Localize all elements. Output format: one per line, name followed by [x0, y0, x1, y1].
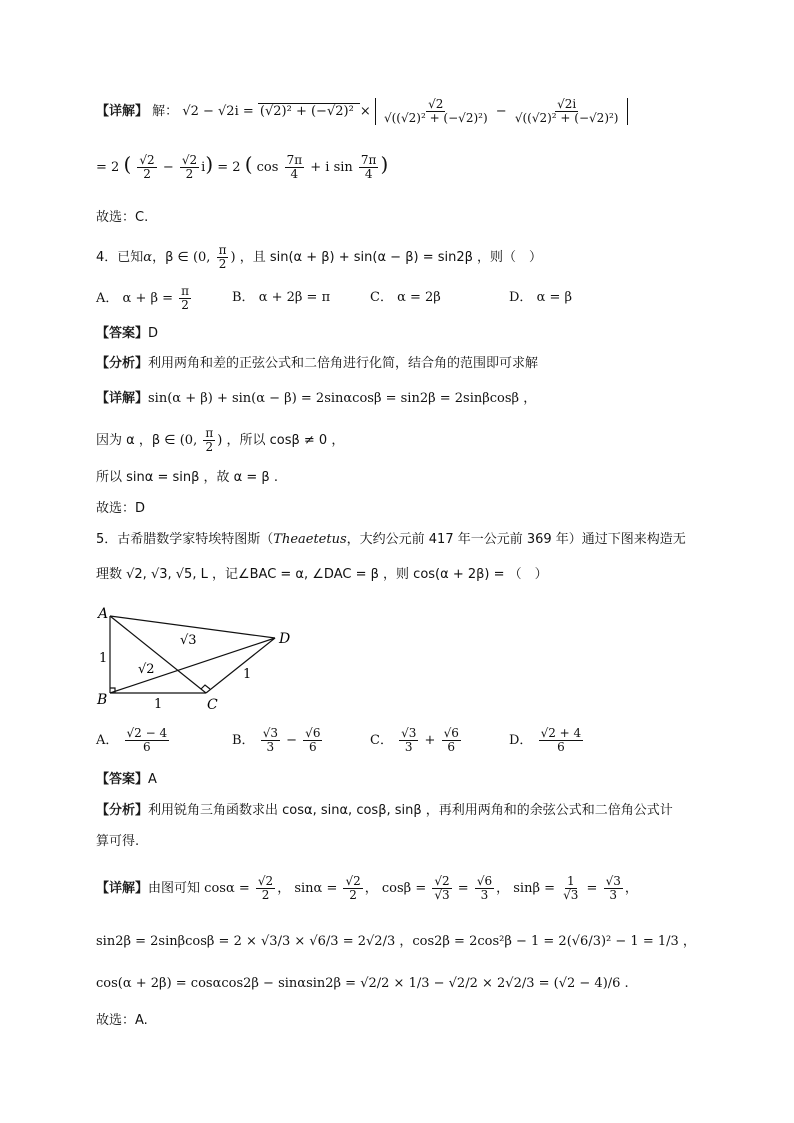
q4-pi-2: π — [205, 426, 214, 440]
segment-CD — [206, 638, 275, 693]
option-label: B． — [232, 733, 255, 749]
option-fraction — [539, 727, 584, 754]
q4-detail-2 — [96, 427, 344, 454]
q5-detail-1: 【详解】由图可知 cosα = $\frac{√2}{2}$ ， sinα = $\frac{√2}{2}$ ， cosβ = $\frac{√2}{√3}$ = $\frac{√6}{3}$ ， sinβ = $\frac{1}{√3}$ = $\frac{√3}{3}$ ， — [96, 874, 638, 903]
option-label: C． — [370, 733, 393, 749]
option-text: α + 2β = π — [258, 290, 331, 305]
q4-stem — [96, 244, 542, 271]
q5-stem-2: 理数 √2, √3, √5, L ，记∠BAC = α, ∠DAC = β ，则 cos(α + 2β) = （ ） — [96, 567, 548, 582]
q4-interval-close-2: ) — [217, 433, 223, 449]
option-text: α + β = — [122, 291, 174, 307]
q5-stem-name: Theaetetus — [273, 532, 347, 547]
q5-option-d — [509, 727, 585, 754]
detail-tag: 【详解】 — [96, 881, 149, 897]
option-label: D． — [509, 733, 533, 749]
q4-interval-open-2: (0, — [179, 433, 198, 449]
q5-detail-2: sin2β = 2sinβcosβ = 2 × √3/3 × √6/3 = 2√2/3 ，cos2β = 2cos²β − 1 = 2(√6/3)² − 1 = 1/3 ， — [96, 934, 696, 949]
angle-num: 7π — [286, 152, 303, 167]
frac1-den: √((√2)² + (−√2)²) — [383, 111, 488, 126]
q5-answer — [96, 772, 157, 788]
option-label: A． — [96, 291, 119, 307]
option-frac-den: 2 — [181, 298, 189, 313]
q5-option-c — [370, 727, 463, 754]
analysis-tag: 【分析】 — [96, 803, 149, 818]
option-den-2: 6 — [308, 740, 317, 755]
line2-equals: = 2 — [96, 160, 120, 175]
option-text: α = β — [536, 290, 573, 305]
label-C: C — [207, 697, 218, 713]
label-B: B — [97, 692, 108, 708]
q4-two-2: 2 — [205, 440, 214, 455]
side-BC-label: 1 — [154, 697, 163, 712]
option-num-1: √3 — [401, 726, 417, 740]
analysis-text: 利用锐角三角函数求出 cosα, sinα, cosβ, sinβ ，再利用两角和的余弦公式和二倍角公式计 — [148, 803, 673, 818]
times-sign: × — [359, 104, 371, 120]
q5-figure — [92, 600, 302, 715]
q4-detail-3: 所以 sinα = sinβ ，故 α = β . — [96, 470, 278, 485]
option-den: 6 — [143, 740, 151, 755]
sin-beta-frac-2: $\frac{√3}{3}$ — [605, 874, 621, 903]
label-A: A — [98, 606, 109, 622]
angle-num-2: 7π — [360, 152, 377, 167]
q4-stem-b: ，且 sin(α + β) + sin(α − β) = sin2β ，则（ ） — [239, 250, 543, 266]
minus-sign-2: − — [162, 160, 174, 175]
sin-alpha-frac: $\frac{√2}{2}$ — [345, 874, 361, 903]
q3-choice: 故选：C. — [96, 210, 149, 225]
q5-analysis-2: 算可得. — [96, 834, 140, 849]
q5-option-b — [232, 727, 324, 754]
q4-option-b — [232, 290, 330, 306]
cos-alpha-frac: $\frac{√2}{2}$ — [257, 874, 274, 903]
half-num: √2 — [139, 152, 155, 167]
label-D: D — [279, 631, 291, 647]
q4-option-d — [509, 290, 572, 306]
answer-value: A — [148, 772, 157, 787]
option-fraction — [125, 727, 170, 754]
q4-answer — [96, 326, 158, 342]
q4-analysis — [96, 356, 538, 372]
sqrt-expression — [258, 103, 360, 119]
q4-pi-half-2 — [203, 427, 215, 454]
side-CD-label: 1 — [243, 667, 252, 682]
q5-stem-b: ，大约公元前 417 年一公元前 369 年）通过下图来构造无 — [346, 532, 686, 547]
segment-AC — [110, 616, 206, 693]
q5-analysis-1 — [96, 803, 673, 819]
plus-i-sin: + i sin — [310, 160, 353, 175]
frac1-num: √2 — [428, 97, 444, 111]
q4-option-a — [96, 285, 193, 312]
option-label: D． — [509, 290, 533, 305]
q4-beta-in: ，β ∈ — [152, 250, 189, 266]
diag-AC-label: √2 — [138, 662, 155, 677]
answer-value: D — [148, 326, 159, 341]
q5-stem-a: 5．古希腊数学家特埃特图斯（ — [96, 532, 274, 547]
detail-line-a: 因为 α ，β ∈ — [96, 433, 176, 449]
option-op: − — [286, 733, 298, 749]
option-fraction — [179, 285, 191, 312]
option-den: 6 — [557, 740, 565, 755]
q4-alpha: α — [143, 250, 153, 266]
option-fraction-2 — [303, 727, 322, 754]
line2-equals-b: = 2 — [217, 160, 241, 175]
q5-choice: 故选：A. — [96, 1013, 148, 1028]
option-fraction-1 — [261, 727, 280, 754]
q4-pi: π — [218, 243, 227, 257]
q4-choice: 故选：D — [96, 501, 146, 516]
detail-lead: 由图可知 — [148, 881, 201, 897]
option-den-2: 6 — [447, 740, 456, 755]
option-label: A． — [96, 733, 119, 749]
q4-two: 2 — [218, 257, 227, 272]
solution-lhs: √2 − √2i = — [182, 104, 254, 120]
angle-den: 4 — [290, 167, 299, 181]
detail-tag: 【详解】 — [96, 104, 149, 120]
q5-stem-1 — [96, 532, 686, 548]
option-label: B． — [232, 290, 255, 305]
analysis-tag: 【分析】 — [96, 356, 149, 371]
minus-sign: − — [495, 104, 507, 120]
angle-fraction-2 — [359, 154, 379, 181]
analysis-text: 利用两角和差的正弦公式和二倍角进行化简，结合角的范围即可求解 — [148, 356, 539, 371]
option-fraction-1 — [399, 727, 418, 754]
half-num-2: √2 — [181, 152, 198, 167]
option-den-1: 3 — [404, 740, 413, 755]
q4-option-c — [370, 290, 441, 306]
right-angle-C — [201, 685, 210, 689]
diag-AD-label: √3 — [180, 633, 197, 648]
half-fraction-i — [180, 154, 199, 181]
q4-detail-1 — [96, 391, 536, 407]
answer-tag: 【答案】 — [96, 326, 149, 341]
angle-den-2: 4 — [364, 167, 373, 181]
sin-beta-frac: $\frac{1}{√3}$ — [563, 874, 579, 903]
fraction-1 — [382, 98, 490, 125]
sqrt-inner: (√2)² + (−√2)² — [259, 104, 354, 120]
q4-stem-a: 4．已知 — [96, 250, 144, 266]
option-op: + — [424, 733, 436, 749]
q5-option-a — [96, 727, 171, 754]
option-num-2: √6 — [305, 726, 321, 740]
solution-line-1 — [96, 98, 628, 125]
cos-beta-frac-2: $\frac{√6}{3}$ — [476, 874, 493, 903]
frac2-den: √((√2)² + (−√2)²) — [514, 111, 619, 126]
detail-line: sin(α + β) + sin(α − β) = 2sinαcosβ = sin2β = 2sinβcosβ ， — [148, 391, 537, 406]
angle-fraction — [285, 154, 305, 181]
q4-interval-open: (0, — [192, 250, 211, 266]
option-num: √2 + 4 — [540, 726, 582, 740]
bracket-expression — [375, 98, 628, 125]
side-AB-label: 1 — [99, 651, 108, 666]
option-frac-num: π — [181, 284, 190, 298]
option-label: C． — [370, 290, 393, 305]
solution-line-2: = 2 ( $\frac{√2}{2}$ − $\frac{√2}{2}$ i) = 2 ( cos $\frac{7\pi}{4}$ + i sin $\frac{7\pi}{4}$ ) — [96, 152, 389, 181]
frac2-num: √2i — [557, 97, 577, 111]
option-num-1: √3 — [262, 726, 278, 740]
option-text: α = 2β — [397, 290, 441, 305]
q4-interval-close: ) — [230, 250, 236, 266]
half-den-2: 2 — [185, 167, 194, 181]
half-den: 2 — [143, 167, 151, 181]
detail-tag: 【详解】 — [96, 391, 149, 406]
solution-lead: 解： — [152, 104, 179, 120]
cos-beta-frac: $\frac{√2}{√3}$ — [434, 874, 450, 903]
cos-text: cos — [256, 160, 279, 175]
option-den-1: 3 — [266, 740, 275, 755]
fraction-2 — [513, 98, 621, 125]
half-fraction — [137, 154, 156, 181]
answer-tag: 【答案】 — [96, 772, 149, 787]
option-num: √2 − 4 — [126, 726, 168, 740]
q4-pi-half — [217, 244, 229, 271]
option-fraction-2 — [442, 727, 461, 754]
detail-line-b: ，所以 cosβ ≠ 0 ， — [226, 433, 345, 449]
q5-detail-3: cos(α + 2β) = cosαcos2β − sinαsin2β = √2/2 × 1/3 − √2/2 × 2√2/3 = (√2 − 4)/6 . — [96, 976, 629, 991]
option-num-2: √6 — [443, 726, 459, 740]
